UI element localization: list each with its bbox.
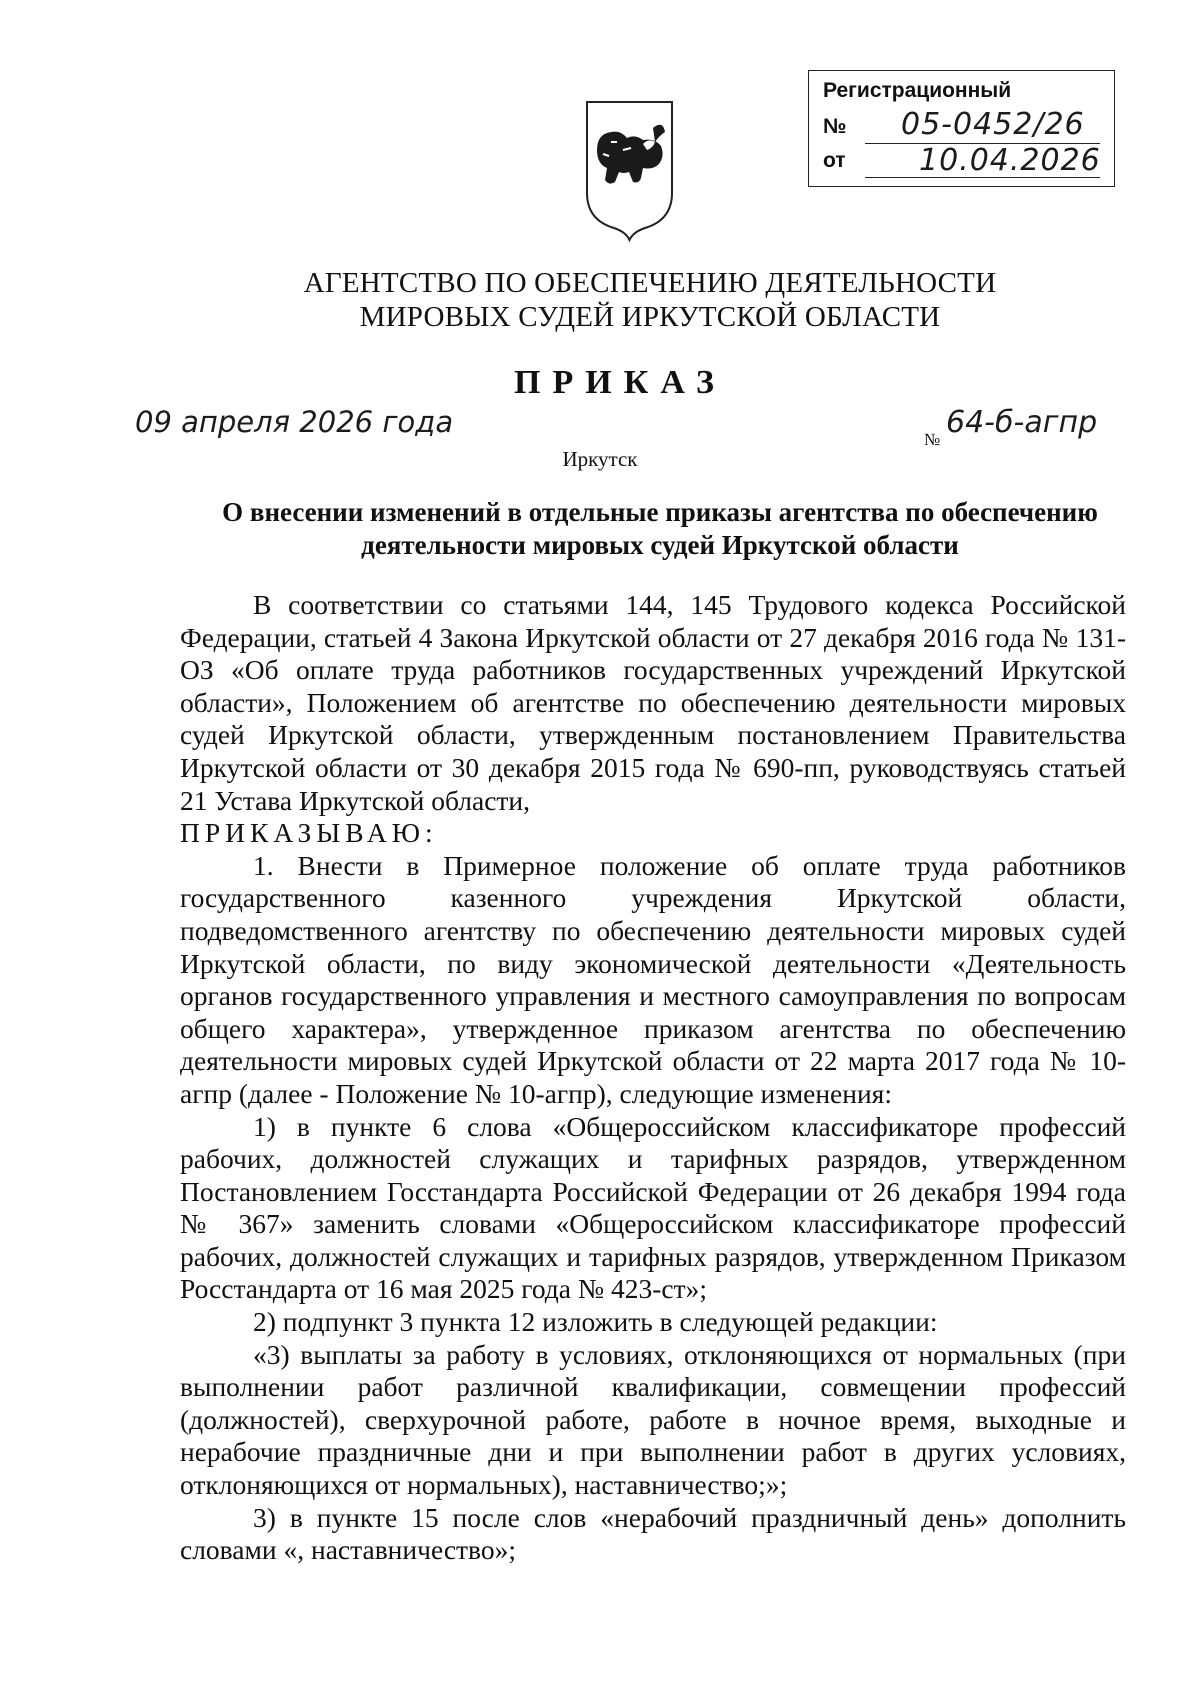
stamp-date-value: 10.04.2026: [919, 143, 1101, 178]
agency-name-line-1: АГЕНТСТВО ПО ОБЕСПЕЧЕНИЮ ДЕЯТЕЛЬНОСТИ: [303, 267, 997, 299]
stamp-date-label: от: [823, 149, 846, 172]
registration-stamp: [808, 70, 1115, 187]
document-type-title: ПРИКАЗ: [514, 364, 726, 401]
paragraph-orders: ПРИКАЗЫВАЮ:: [180, 817, 438, 849]
stamp-number-value: 05-0452/26: [901, 107, 1085, 142]
paragraph-subitem-2: 2) подпункт 3 пункта 12 изложить в следующей редакции:: [253, 1306, 938, 1338]
agency-name-line-2: МИРОВЫХ СУДЕЙ ИРКУТСКОЙ ОБЛАСТИ: [359, 301, 941, 333]
order-number-label: №: [924, 430, 941, 449]
paragraph-subitem-3: 3) в пункте 15 после слов «нерабочий праздничный день» дополнить словами «, наставничество»;: [180, 1501, 1126, 1566]
paragraph-preamble: В соответствии со статьями 144, 145 Трудового кодекса Российской Федерации, статьей 4 Закона Иркутской области от 27 декабря 2016 года № 131-ОЗ «Об оплате труда работников государственных учреждений Иркутской области», Положением об агентстве по обеспечению деятельности мировых судей Иркутской области, утвержденным постановлением Правительства Иркутской области от 30 декабря 2015 года № 690-пп, руководствуясь статьей 21 Устава Иркутской области,: [180, 589, 1126, 816]
irkutsk-coat-of-arms-icon: [583, 98, 676, 244]
paragraph-quote: «3) выплаты за работу в условиях, отклоняющихся от нормальных (при выполнении работ различной квалификации, совмещении профессий (должностей), сверхурочной работе, работе в ночное время, выходные и нерабочие праздничные дни и при выполнении работ в других условиях, отклоняющихся от нормальных), наставничество;»;: [180, 1338, 1126, 1501]
stamp-number-label: №: [823, 115, 847, 138]
paragraph-subitem-1: 1) в пункте 6 слова «Общероссийском классификаторе профессий рабочих, должностей служащих и тарифных разрядов, утвержденном Постановлением Госстандарта Российской Федерации от 26 декабря 1994 года № 367» заменить словами «Общероссийском классификаторе профессий рабочих, должностей служащих и тарифных разрядов, утвержденном Приказом Росстандарта от 16 мая 2025 года № 423-ст»;: [180, 1110, 1126, 1305]
order-subject: О внесении изменений в отдельные приказы агентства по обеспечению деятельности мировых судей Иркутской области: [222, 497, 1098, 560]
stamp-title: Регистрационный: [823, 79, 1012, 102]
city-label: Иркутск: [562, 447, 638, 471]
paragraph-item-1: 1. Внести в Примерное положение об оплате труда работников государственного казенного учреждения Иркутской области, подведомственного агентству по обеспечению деятельности мировых судей Иркутской области, по виду экономической деятельности «Деятельность органов государственного управления и местного самоуправления по вопросам общего характера», утвержденное приказом агентства по обеспечению деятельности мировых судей Иркутской области от 22 марта 2017 года № 10-агпр (далее - Положение № 10-агпр), следующие изменения:: [180, 849, 1126, 1109]
order-date-handwritten: 09 апреля 2026 года: [135, 405, 454, 439]
order-number-handwritten: 64-б-агпр: [946, 405, 1098, 440]
document-body: [180, 589, 1126, 1567]
